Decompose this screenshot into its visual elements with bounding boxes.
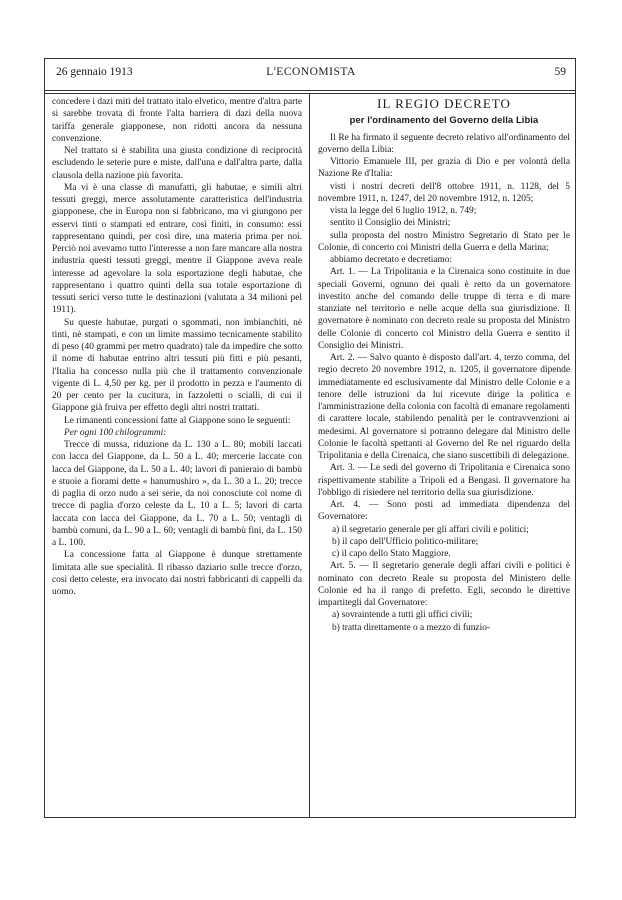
left-paragraph: Le rimanenti concessioni fatte al Giappone sono le seguenti: (64, 415, 291, 426)
decree-article-5: Art. 5. — Il segretario generale degli affari civili e politici è nominato con decreto Reale su proposta del Ministero delle Colonie ed ha il rango di prefetto. Egli, secondo le direttive impartitegli dal Governatore: (318, 561, 570, 608)
decree-article-5-item: a) sovraintende a tutti gli uffici civili; (332, 610, 473, 621)
decree-preamble-line: sulla proposta del nostro Ministro Segretario di Stato per le Colonie, di concerto coi Ministri della Guerra e della Marina; (318, 230, 570, 253)
header-date: 26 gennaio 1913 (56, 66, 133, 78)
column-divider (309, 94, 310, 818)
left-closing-paragraph: La concessione fatta al Giappone è dunque strettamente limitata alle sue specialità. Il ribasso daziario sulle trecce d'orzo, così detto celeste, era invocato dai nostri fabbricanti di cappelli da uomo. (52, 550, 302, 597)
tariff-heading: Per ogni 100 chilogrammi: (64, 427, 167, 438)
decree-article-4-item: a) il segretario generale per gli affari civili e politici; (332, 524, 529, 535)
decree-article-5-item: b) tratta direttamente o a mezzo di funzio- (332, 622, 491, 633)
header-page-number: 59 (554, 66, 566, 78)
left-paragraph: Ma vi è una classe di manufatti, gli habutae, e simili altri tessuti greggi, merce assolutamente caratteristica dell'industria giapponese, che in Europa non si fabbricano, ma vi giungono per esservi tinti o stampati ed entrare, così finiti, in consumo: essi rappresentano quindi, per così dire, una materia prima per noi. Perciò noi avevamo tutto l'interesse a non fare mancare alla nostra industria questi tessuti greggi, mentre il Giappone aveva reale interesse ad agevolare la sola esportazione degli habutae, che rappresentano i quattro quinti della sua totale esportazione di tessuti serici verso tutte le destinazioni (valutata a 34 milioni pel 1911). (52, 182, 302, 316)
decree-article-4-item: c) il capo dello Stato Maggiore. (332, 549, 451, 559)
decree-title: IL REGIO DECRETO (377, 96, 511, 111)
decree-article-4-item: b) il capo dell'Ufficio politico-militare; (332, 536, 479, 547)
left-column (52, 96, 302, 598)
decree-preamble-line: visti i nostri decreti dell'8 ottobre 1911, n. 1128, del 5 novembre 1911, n. 1247, del 20 novembre 1912, n. 1205; (318, 181, 570, 204)
left-paragraph: Su queste habutae, purgati o sgommati, non imbianchiti, nè tinti, nè stampati, e con un limite massimo tecnicamente stabilito di peso (40 grammi per metro quadrato) tale da impedire che sotto il nome di habutae entrino altri tessuti più fitti e più pesanti, l'Italia ha concesso nulla più che il trattamento convenzionale vigente di L. 4,50 per kg. per il prodotto in pezza e l'aumento di 20 per cento per la cucitura, in fazzoletti o scialli, di cui il Giappone già fruiva per effetto degli altri nostri trattati. (52, 317, 302, 414)
decree-intro: Il Re ha firmato il seguente decreto relativo all'ordinamento del governo della Libia: (318, 132, 570, 155)
decree-preamble-line: sentito il Consiglio dei Ministri; (330, 218, 451, 229)
decree-preamble-line: vista la legge del 6 luglio 1912, n. 749; (330, 206, 477, 216)
page-header (56, 66, 566, 84)
header-rule-second (44, 93, 576, 94)
tariff-text: Trecce di mussa, riduzione da L. 130 a L. 80; mobili laccati con lacca del Giappone, da L. 50 a L. 40; mercerie laccate con lacca del Giappone, da L. 50 a L. 40; lavori di panieraio di bambù e stuoie a fiorami dette « hanumushiro », da L. 30 a L. 20; trecce di paglia di orzo nudo a sei serie, da noi conosciute col nome di trecce di paglia d'orzo celeste da L. 10 a L. 5; lavori di carta laccata con lacca del Giappone, da L. 70 a L. 50; ventagli di bambù comuni, da L. 90 a L. 60; ventagli di bambù fini, da L. 150 a L. 100. (52, 440, 302, 548)
header-title: L'ECONOMISTA (266, 66, 356, 78)
decree-preamble-line: Vittorio Emanuele III, per grazia di Dio e per volontà della Nazione Re d'Italia: (318, 157, 570, 180)
right-column (318, 96, 570, 634)
decree-article-3: Art. 3. — Le sedi del governo di Tripolitania e Cirenaica sono rispettivamente stabilite a Tripoli ed a Bengasi. Il governatore ha l'obbligo di risiedere nel territorio della sua giurisdizione. (318, 463, 570, 498)
decree-article-2: Art. 2. — Salvo quanto è disposto dall'art. 4, terzo comma, del regio decreto 20 novembre 1912, n. 1205, il governatore dipende immediatamente ed esclusivamente dal Ministro delle Colonie e a tenore delle istruzioni da lui ricevute dirige la politica e l'amministrazione della colonia con facoltà di emanare regolamenti di carattere locale, stabilendo penalità per le contravvenzioni ai medesimi. Al governatore si potranno delegare dal Ministro delle Colonie le facoltà spettanti al Governo del Re nel riguardo della Tripolitania e della Cirenaica, che siano suscettibili di delegazione. (318, 353, 570, 461)
decree-preamble-line: abbiamo decretato e decretiamo: (330, 255, 453, 265)
decree-article-1: Art. 1. — La Tripolitania e la Cirenaica sono costituite in due speciali Governi, ognuno dei quali è retto da un governatore investito anche del comando delle truppe di terra e di mare stanziate nel territorio e nelle acque della sua giurisdizione. Il governatore è nominato con decreto reale su proposta del Ministro delle Colonie di concerto col Ministro della Guerra e sentito il Consiglio dei Ministri. (318, 267, 570, 351)
left-paragraph: Nel trattato si è stabilita una giusta condizione di reciprocità escludendo le seterie pure e miste, dall'una e dall'altra parte, dalla clausola della nazione più favorita. (52, 146, 302, 181)
left-paragraph: concedere i dazi miti del trattato italo elvetico, mentre d'altra parte si sarebbe trovata di fronte l'alta barriera di dazi della nuova tariffa generale giapponese, non ridotti ancora da nessuna convenzione. (52, 97, 302, 144)
header-rule (44, 90, 576, 91)
decree-subtitle: per l'ordinamento del Governo della Libia (349, 114, 539, 126)
decree-article-4: Art. 4. — Sono posti ad immediata dipendenza del Governatore: (318, 500, 570, 523)
